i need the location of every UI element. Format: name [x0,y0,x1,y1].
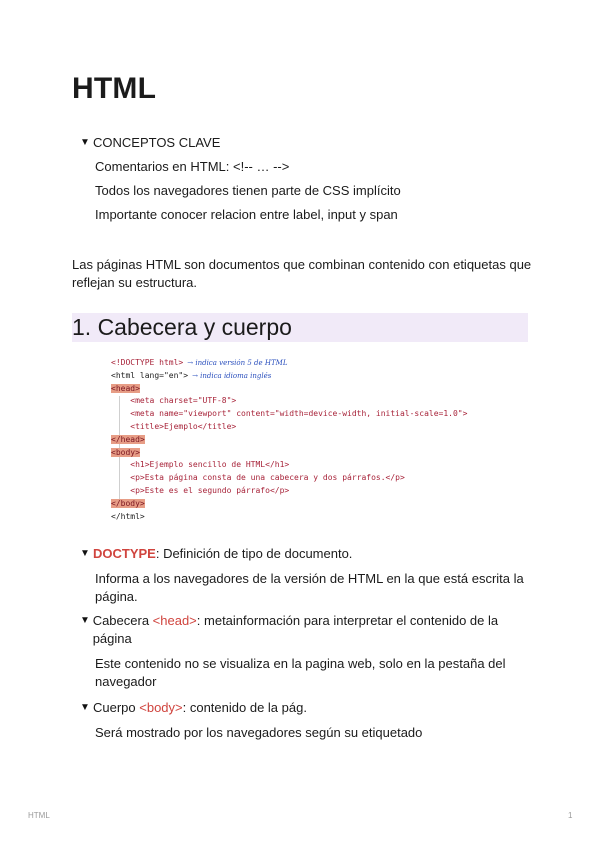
doctype-highlight: DOCTYPE [93,546,156,561]
key-concepts-label: CONCEPTOS CLAVE [93,135,221,150]
handwritten-note: → indica idioma inglés [192,371,272,380]
concept-item: Importante conocer relacion entre label, input y span [95,207,398,222]
body-prefix: Cuerpo [93,700,140,715]
head-toggle[interactable] [80,612,530,691]
key-concepts-toggle[interactable] [80,134,530,224]
doctype-description: Informa a los navegadores de la versión de HTML en la que está escrita la página. [95,571,524,604]
code-title: <title>Ejemplo</title> [130,421,237,431]
body-title: : contenido de la pág. [182,700,307,715]
body-toggle[interactable] [80,699,530,742]
code-meta-charset: <meta charset="UTF-8"> [130,396,237,406]
code-h1: <h1>Ejemplo sencillo de HTML</h1> [130,460,290,470]
code-body-close: </body> [111,498,145,508]
section-heading: 1. Cabecera y cuerpo [72,313,528,342]
head-tag-highlight: <head> [152,613,197,628]
concept-item: Todos los navegadores tienen parte de CSS implícito [95,183,401,198]
code-head-close: </head> [111,434,145,444]
triangle-down-icon[interactable]: ▼ [80,615,90,626]
triangle-down-icon[interactable]: ▼ [80,137,90,148]
concept-item: Comentarios en HTML: <!-- … --> [95,159,290,174]
code-meta-viewport: <meta name="viewport" content="width=device-width, initial-scale=1.0"> [130,409,468,419]
doctype-title: : Definición de tipo de documento. [155,546,353,561]
body-tag-highlight: <body> [139,700,183,715]
code-doctype: <!DOCTYPE html> [111,358,184,367]
triangle-down-icon[interactable]: ▼ [80,702,90,713]
head-title: : metainformación para interpretar el contenido de la página [92,613,499,646]
footer-title: HTML [28,811,50,820]
handwritten-note: → indica versión 5 de HTML [187,359,288,367]
head-description: Este contenido no se visualiza en la pagina web, solo en la pestaña del navegador [95,656,506,689]
doctype-toggle[interactable] [80,545,530,606]
head-prefix: Cabecera [92,613,153,628]
code-head-open: <head> [111,383,140,393]
code-p2: <p>Este es el segundo párrafo</p> [130,485,290,495]
code-html-close: </html> [111,511,145,521]
page-title: HTML [72,72,157,105]
intro-paragraph: Las páginas HTML son documentos que combinan contenido con etiquetas que reflejan su estructura. [72,257,532,290]
code-body-open: <body> [111,447,140,457]
triangle-down-icon[interactable]: ▼ [80,548,90,559]
page-number: 1 [568,811,573,820]
body-description: Será mostrado por los navegadores según su etiquetado [95,725,423,740]
code-p1: <p>Esta página consta de una cabecera y dos párrafos.</p> [130,473,405,483]
code-html-open: <html lang="en"> [111,370,189,380]
code-snippet [111,357,511,523]
